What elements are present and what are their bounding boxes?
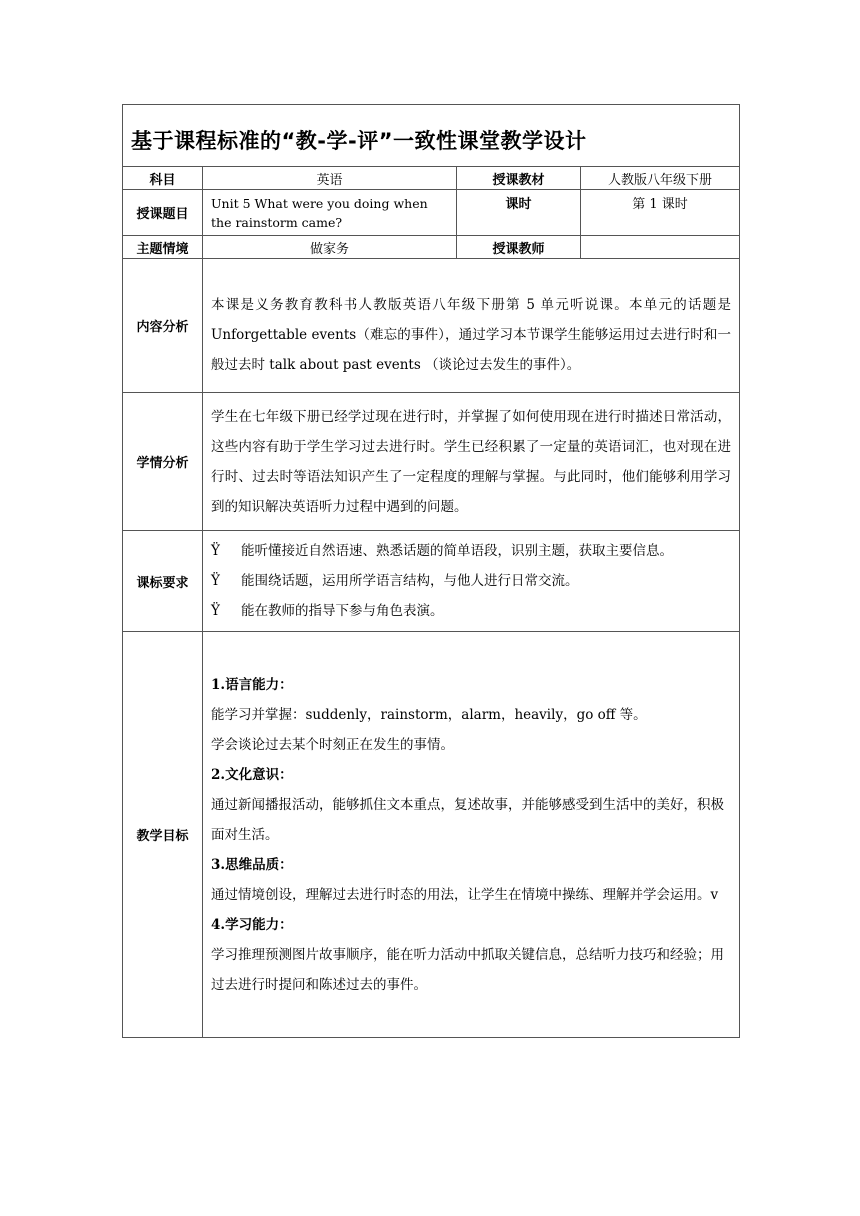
theme-label: 主题情境 <box>123 236 203 259</box>
textbook-label: 授课教材 <box>457 167 581 190</box>
objective-heading-culture: 2.文化意识： <box>211 766 293 783</box>
learner-analysis-label: 学情分析 <box>123 393 203 531</box>
bullet-marker: Ÿ <box>211 603 220 619</box>
theme-value: 做家务 <box>203 236 457 259</box>
topic-value: Unit 5 What were you doing when the rainstorm came? <box>203 190 457 236</box>
objective-heading-thinking: 3.思维品质： <box>211 856 293 873</box>
content-analysis-label: 内容分析 <box>123 259 203 393</box>
learner-analysis-cell <box>203 393 740 531</box>
standards-cell <box>203 531 740 632</box>
content-analysis-text: 本课是义务教育教科书人教版英语八年级下册第 5 单元听说课。本单元的话题是 Unforgettable events（难忘的事件），通过学习本节课学生能够运用过去进行时和一般过去时 talk about past events （谈论过去发生的事件）。 <box>211 296 732 373</box>
objective-heading-language: 1.语言能力： <box>211 676 293 693</box>
standards-label: 课标要求 <box>123 531 203 632</box>
period-value: 第 1 课时 <box>581 190 740 236</box>
objectives-label: 教学目标 <box>123 632 203 1038</box>
standard-item: Ÿ 能围绕话题，运用所学语言结构，与他人进行日常交流。 <box>203 566 739 596</box>
teacher-value <box>581 236 740 259</box>
standard-item: Ÿ 能听懂接近自然语速、熟悉话题的简单语段，识别主题，获取主要信息。 <box>203 536 739 566</box>
subject-label: 科目 <box>123 167 203 190</box>
subject-value: 英语 <box>203 167 457 190</box>
content-analysis-cell <box>203 259 740 393</box>
lesson-design-table <box>122 104 740 1038</box>
learner-analysis-text: 学生在七年级下册已经学过现在进行时，并掌握了如何使用现在进行时描述日常活动，这些内容有助于学生学习过去进行时。学生已经积累了一定量的英语词汇，也对现在进行时、过去时等语法知识产生了一定程度的理解与掌握。与此同时，他们能够利用学习到的知识解决英语听力过程中遇到的问题。 <box>211 408 732 515</box>
document-title: 基于课程标准的“教-学-评”一致性课堂教学设计 <box>131 128 587 153</box>
bullet-marker: Ÿ <box>211 573 220 589</box>
objective-text: 学会谈论过去某个时刻正在发生的事情。 <box>211 736 454 753</box>
objective-text: 通过新闻播报活动，能够抓住文本重点，复述故事，并能够感受到生活中的美好，积极面对生活。 <box>211 796 724 843</box>
standard-item: Ÿ 能在教师的指导下参与角色表演。 <box>203 596 739 626</box>
title-cell <box>123 105 740 167</box>
objectives-cell <box>203 632 740 1038</box>
topic-label: 授课题目 <box>123 190 203 236</box>
objective-text: 学习推理预测图片故事顺序，能在听力活动中抓取关键信息，总结听力技巧和经验；用过去进行时提问和陈述过去的事件。 <box>211 946 724 993</box>
objective-text: 通过情境创设，理解过去进行时态的用法，让学生在情境中操练、理解并学会运用。v <box>211 886 719 903</box>
textbook-value: 人教版八年级下册 <box>581 167 740 190</box>
period-label: 课时 <box>457 190 581 236</box>
bullet-marker: Ÿ <box>211 543 220 559</box>
objective-heading-learning: 4.学习能力： <box>211 916 293 933</box>
teacher-label: 授课教师 <box>457 236 581 259</box>
objective-text: 能学习并掌握：suddenly，rainstorm，alarm，heavily，go off 等。 <box>211 706 647 723</box>
